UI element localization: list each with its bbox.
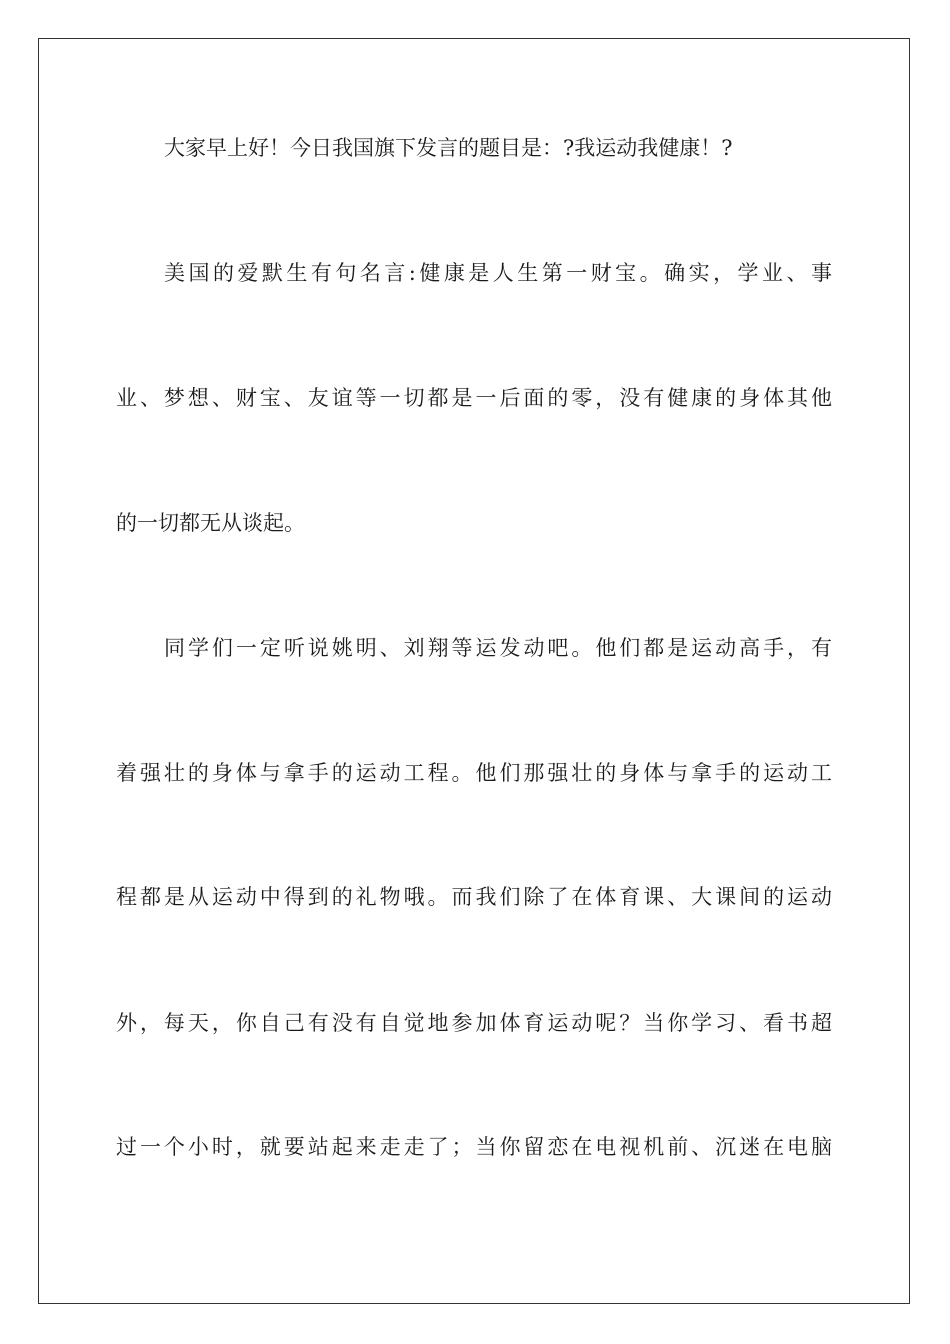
paragraph-line: 着强壮的身体与拿手的运动工程。他们那强壮的身体与拿手的运动工 [116, 761, 832, 785]
paragraph-line: 业、梦想、财宝、友谊等一切都是一后面的零，没有健康的身体其他 [116, 386, 832, 410]
page-border [38, 38, 910, 1304]
greeting-line: 大家早上好！今日我国旗下发言的题目是：?我运动我健康！? [164, 136, 733, 160]
paragraph-line: 的一切都无从谈起。 [116, 511, 305, 535]
paragraph-line: 美国的爱默生有句名言:健康是人生第一财宝。确实，学业、事 [164, 261, 832, 285]
paragraph-line: 程都是从运动中得到的礼物哦。而我们除了在体育课、大课间的运动 [116, 885, 832, 909]
paragraph-line: 同学们一定听说姚明、刘翔等运发动吧。他们都是运动高手，有 [164, 636, 832, 660]
paragraph-line: 过一个小时，就要站起来走走了；当你留恋在电视机前、沉迷在电脑 [116, 1135, 832, 1159]
paragraph-line: 外，每天，你自己有没有自觉地参加体育运动呢？当你学习、看书超 [116, 1011, 832, 1035]
